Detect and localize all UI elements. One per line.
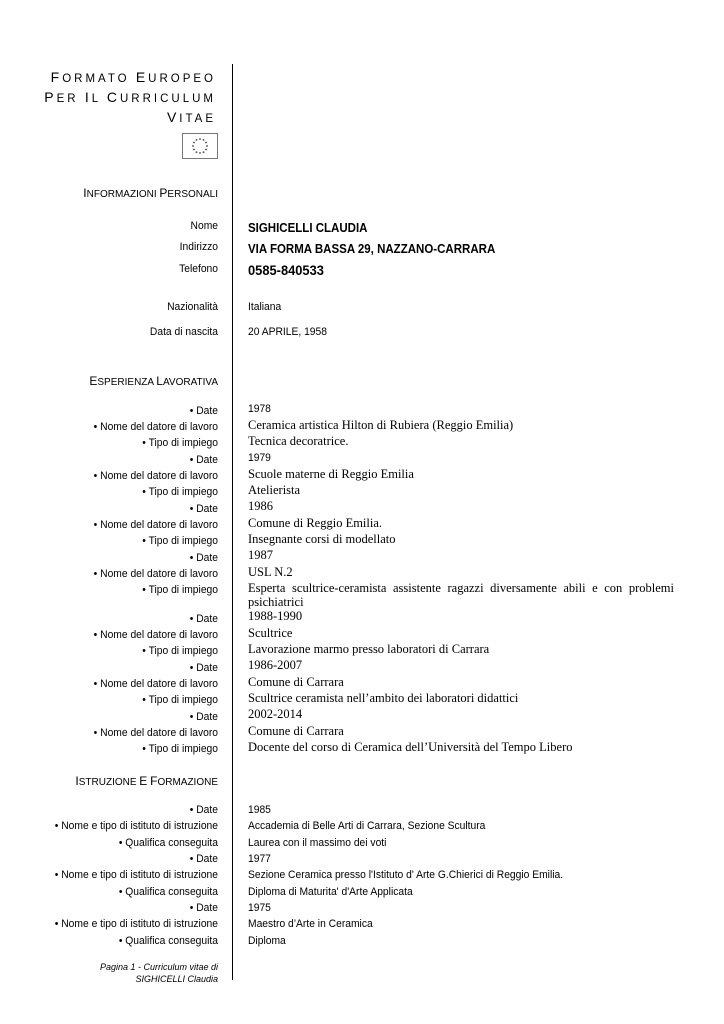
work-date-label: • Date: [189, 405, 218, 417]
work-type: Esperta scultrice-ceramista assistente ragazzi diversamente abili e con problemi psichiatrici: [248, 581, 674, 609]
work-employer: Scultrice: [248, 626, 293, 640]
address-label: Indirizzo: [179, 241, 218, 253]
work-employer-label: • Nome del datore di lavoro: [93, 727, 218, 739]
birth-label: Data di nascita: [149, 326, 218, 338]
address-value: VIA FORMA BASSA 29, NAZZANO-CARRARA: [248, 242, 496, 256]
edu-qualification-label: • Qualifica conseguita: [118, 935, 218, 947]
work-date-label: • Date: [189, 552, 218, 564]
name-label: Nome: [190, 220, 218, 232]
work-date: 2002-2014: [248, 707, 303, 721]
eu-flag-icon: [182, 133, 218, 159]
work-type: Scultrice ceramista nell’ambito dei laboratori didattici: [248, 691, 519, 705]
work-type-label: • Tipo di impiego: [142, 645, 218, 657]
work-type-label: • Tipo di impiego: [142, 486, 218, 498]
work-employer: USL N.2: [248, 565, 293, 579]
work-type: Docente del corso di Ceramica dell’Università del Tempo Libero: [248, 740, 573, 754]
work-date: 1986-2007: [248, 658, 303, 672]
section-work-heading: ESPERIENZA LAVORATIVA: [89, 374, 218, 388]
work-employer-label: • Nome del datore di lavoro: [93, 470, 218, 482]
footer-line-2: SIGHICELLI Claudia: [135, 974, 218, 984]
title-line-1: FORMATO EUROPEO: [50, 69, 216, 85]
edu-qualification-label: • Qualifica conseguita: [118, 837, 218, 849]
work-employer-label: • Nome del datore di lavoro: [93, 629, 218, 641]
edu-qualification: Laurea con il massimo dei voti: [248, 837, 387, 849]
birth-value: 20 APRILE, 1958: [248, 326, 327, 338]
work-employer: Comune di Carrara: [248, 724, 344, 738]
edu-date-label: • Date: [189, 804, 218, 816]
work-type: Lavorazione marmo presso laboratori di Carrara: [248, 642, 490, 656]
work-employer-label: • Nome del datore di lavoro: [93, 568, 218, 580]
work-date-label: • Date: [189, 454, 218, 466]
section-education-heading: ISTRUZIONE E FORMAZIONE: [75, 774, 218, 788]
work-employer: Comune di Reggio Emilia.: [248, 516, 383, 530]
edu-date: 1985: [248, 804, 271, 816]
work-date-label: • Date: [189, 503, 218, 515]
edu-institute-label: • Nome e tipo di istituto di istruzione: [54, 918, 219, 930]
work-type-label: • Tipo di impiego: [142, 535, 218, 547]
work-type-label: • Tipo di impiego: [142, 743, 218, 755]
title-line-3: VITAE: [166, 109, 216, 125]
edu-institute: Sezione Ceramica presso l'Istituto d' Arte G.Chierici di Reggio Emilia.: [248, 869, 564, 881]
work-date: 1987: [248, 548, 273, 562]
phone-label: Telefono: [179, 263, 218, 275]
edu-date-label: • Date: [189, 902, 218, 914]
work-type: Atelierista: [248, 483, 301, 497]
name-value: SIGHICELLI CLAUDIA: [248, 221, 368, 235]
work-date: 1988-1990: [248, 609, 303, 623]
work-date-label: • Date: [189, 613, 218, 625]
page-footer: [18, 961, 218, 985]
work-employer: Ceramica artistica Hilton di Rubiera (Reggio Emilia): [248, 418, 514, 432]
work-employer: Scuole materne di Reggio Emilia: [248, 467, 414, 481]
work-type-label: • Tipo di impiego: [142, 694, 218, 706]
work-type-label: • Tipo di impiego: [142, 584, 218, 596]
work-date: 1979: [248, 452, 271, 464]
edu-institute: Accademia di Belle Arti di Carrara, Sezione Scultura: [248, 820, 486, 832]
work-date-label: • Date: [189, 711, 218, 723]
work-type-label: • Tipo di impiego: [142, 437, 218, 449]
work-date: 1986: [248, 499, 273, 513]
edu-qualification: Diploma: [248, 935, 286, 947]
edu-date-label: • Date: [189, 853, 218, 865]
column-divider: [232, 64, 233, 980]
phone-value: 0585-840533: [248, 262, 324, 278]
edu-institute: Maestro d’Arte in Ceramica: [248, 918, 373, 930]
footer-line-1: Pagina 1 - Curriculum vitae di: [99, 962, 218, 972]
section-personal-heading: INFORMAZIONI PERSONALI: [83, 186, 218, 200]
edu-institute-label: • Nome e tipo di istituto di istruzione: [54, 820, 219, 832]
edu-institute-label: • Nome e tipo di istituto di istruzione: [54, 869, 219, 881]
work-type: Insegnante corsi di modellato: [248, 532, 396, 546]
edu-qualification: Diploma di Maturita' d'Arte Applicata: [248, 886, 413, 898]
work-employer-label: • Nome del datore di lavoro: [93, 519, 218, 531]
nationality-label: Nazionalità: [167, 301, 218, 313]
work-date-label: • Date: [189, 662, 218, 674]
cv-title: [16, 68, 216, 128]
edu-date: 1975: [248, 902, 271, 914]
work-employer: Comune di Carrara: [248, 675, 344, 689]
work-type: Tecnica decoratrice.: [248, 434, 349, 448]
title-line-2: PER IL CURRICULUM: [44, 89, 216, 105]
work-employer-label: • Nome del datore di lavoro: [93, 678, 218, 690]
nationality-value: Italiana: [248, 301, 282, 313]
edu-qualification-label: • Qualifica conseguita: [118, 886, 218, 898]
work-employer-label: • Nome del datore di lavoro: [93, 421, 218, 433]
edu-date: 1977: [248, 853, 271, 865]
work-date: 1978: [248, 403, 271, 415]
